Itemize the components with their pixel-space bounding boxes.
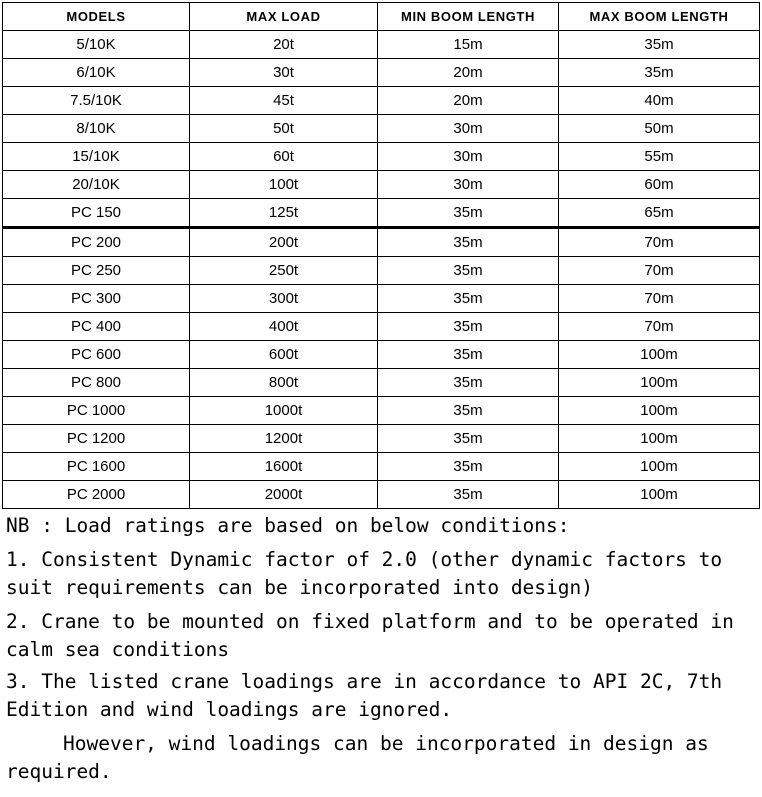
cell-max-load: 60t [190, 143, 378, 171]
cell-max-boom-length: 35m [559, 59, 760, 87]
cell-min-boom-length: 35m [378, 397, 559, 425]
cell-model: 6/10K [3, 59, 190, 87]
cell-min-boom-length: 35m [378, 199, 559, 228]
cell-max-boom-length: 70m [559, 257, 760, 285]
table-row [3, 397, 760, 425]
cell-max-load: 1200t [190, 425, 378, 453]
cell-model: PC 1200 [3, 425, 190, 453]
note-item-4: However, wind loadings can be incorporated in design as required. [6, 732, 709, 783]
note-item-3: 3. The listed crane loadings are in accordance to API 2C, 7th Edition and wind loadings are ignored. [6, 670, 723, 721]
cell-min-boom-length: 35m [378, 257, 559, 285]
cell-model: 7.5/10K [3, 87, 190, 115]
cell-max-boom-length: 100m [559, 397, 760, 425]
cell-max-load: 50t [190, 115, 378, 143]
table-row [3, 171, 760, 199]
cell-model: PC 2000 [3, 481, 190, 509]
cell-model: 5/10K [3, 31, 190, 59]
cell-model: PC 300 [3, 285, 190, 313]
cell-max-boom-length: 40m [559, 87, 760, 115]
table-row [3, 199, 760, 228]
cell-max-load: 1600t [190, 453, 378, 481]
cell-max-boom-length: 55m [559, 143, 760, 171]
cell-max-load: 125t [190, 199, 378, 228]
cell-model: PC 150 [3, 199, 190, 228]
cell-min-boom-length: 35m [378, 481, 559, 509]
notes-nb: NB : Load ratings are based on below conditions: [6, 514, 570, 537]
cell-max-boom-length: 35m [559, 31, 760, 59]
cell-max-boom-length: 100m [559, 425, 760, 453]
cell-max-boom-length: 100m [559, 341, 760, 369]
cell-max-load: 1000t [190, 397, 378, 425]
cell-min-boom-length: 15m [378, 31, 559, 59]
cell-min-boom-length: 35m [378, 453, 559, 481]
cell-model: PC 600 [3, 341, 190, 369]
cell-max-boom-length: 70m [559, 313, 760, 341]
cell-min-boom-length: 30m [378, 115, 559, 143]
cell-model: PC 400 [3, 313, 190, 341]
table-row [3, 341, 760, 369]
cell-max-load: 300t [190, 285, 378, 313]
cell-model: PC 800 [3, 369, 190, 397]
header-models: MODELS [3, 3, 190, 31]
cell-max-load: 200t [190, 228, 378, 257]
cell-max-boom-length: 100m [559, 481, 760, 509]
cell-model: 8/10K [3, 115, 190, 143]
table-row [3, 59, 760, 87]
cell-min-boom-length: 20m [378, 59, 559, 87]
cell-max-load: 400t [190, 313, 378, 341]
cell-model: PC 200 [3, 228, 190, 257]
table-row [3, 425, 760, 453]
table-row [3, 31, 760, 59]
notes-section [6, 512, 758, 786]
cell-min-boom-length: 35m [378, 369, 559, 397]
cell-min-boom-length: 30m [378, 143, 559, 171]
cell-min-boom-length: 35m [378, 228, 559, 257]
table-row [3, 453, 760, 481]
table-row [3, 87, 760, 115]
cell-min-boom-length: 35m [378, 285, 559, 313]
cell-model: 20/10K [3, 171, 190, 199]
cell-max-load: 100t [190, 171, 378, 199]
table-row [3, 115, 760, 143]
table-body [3, 31, 760, 509]
cell-min-boom-length: 20m [378, 87, 559, 115]
header-max-boom-length: MAX BOOM LENGTH [559, 3, 760, 31]
table-row [3, 143, 760, 171]
header-min-boom-length: MIN BOOM LENGTH [378, 3, 559, 31]
cell-max-boom-length: 100m [559, 369, 760, 397]
cell-max-boom-length: 70m [559, 285, 760, 313]
cell-max-load: 30t [190, 59, 378, 87]
cell-max-load: 20t [190, 31, 378, 59]
table-row [3, 481, 760, 509]
cell-max-load: 600t [190, 341, 378, 369]
cell-min-boom-length: 35m [378, 425, 559, 453]
cell-model: PC 250 [3, 257, 190, 285]
table-row [3, 313, 760, 341]
cell-model: PC 1600 [3, 453, 190, 481]
cell-max-load: 45t [190, 87, 378, 115]
cell-max-boom-length: 60m [559, 171, 760, 199]
cell-max-boom-length: 70m [559, 228, 760, 257]
cell-min-boom-length: 30m [378, 171, 559, 199]
header-max-load: MAX LOAD [190, 3, 378, 31]
cell-min-boom-length: 35m [378, 313, 559, 341]
cell-max-load: 800t [190, 369, 378, 397]
cell-min-boom-length: 35m [378, 341, 559, 369]
cell-max-boom-length: 100m [559, 453, 760, 481]
note-item-2: 2. Crane to be mounted on fixed platform and to be operated in calm sea conditions [6, 610, 734, 661]
cell-max-boom-length: 65m [559, 199, 760, 228]
table-row [3, 228, 760, 257]
table-row [3, 257, 760, 285]
table-row [3, 285, 760, 313]
table-row [3, 369, 760, 397]
crane-spec-table [2, 2, 760, 509]
cell-max-load: 250t [190, 257, 378, 285]
cell-max-load: 2000t [190, 481, 378, 509]
table-header-row [3, 3, 760, 31]
cell-model: 15/10K [3, 143, 190, 171]
note-item-1: 1. Consistent Dynamic factor of 2.0 (other dynamic factors to suit requirements can be incorporated into design) [6, 548, 723, 599]
cell-model: PC 1000 [3, 397, 190, 425]
cell-max-boom-length: 50m [559, 115, 760, 143]
